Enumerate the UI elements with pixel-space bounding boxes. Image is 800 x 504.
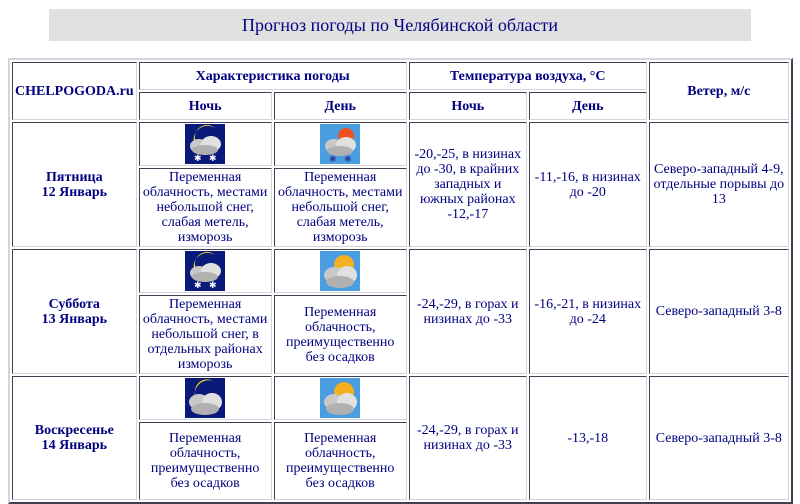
- svg-text:✱: ✱: [209, 280, 217, 290]
- svg-text:✱: ✱: [194, 280, 202, 290]
- moon-cloud-snow-icon: [185, 136, 225, 163]
- header-weather: Характеристика погоды: [139, 62, 407, 90]
- header-row: [12, 62, 789, 90]
- forecast-table: [8, 58, 793, 504]
- night-icon-cell: [139, 376, 272, 420]
- svg-text:✱: ✱: [344, 154, 352, 164]
- day-description: Переменная облачность, местами небольшой снег, слабая метель, изморозь: [274, 168, 407, 247]
- wind: Северо-западный 4-9, отдельные порывы до 13: [649, 122, 789, 247]
- header-wind: Ветер, м/с: [649, 62, 789, 120]
- day-cell: [12, 249, 137, 374]
- weekday: Воскресенье: [34, 423, 114, 438]
- sun-cloud-snow-icon: [320, 136, 360, 164]
- night-icon-cell: [139, 122, 272, 166]
- day-description: Переменная облачность, преимущественно без осадков: [274, 295, 407, 374]
- sun-cloud-icon: [320, 263, 360, 278]
- subheader-weather-night: Ночь: [139, 92, 272, 120]
- temp-day: -11,-16, в низинах до -20: [529, 122, 647, 247]
- date: 13 Январь: [41, 311, 108, 327]
- day-icon-cell: [274, 249, 407, 293]
- wind: Северо-западный 3-8: [649, 376, 789, 500]
- weekday: Пятница: [46, 169, 103, 185]
- svg-text:✱: ✱: [194, 153, 202, 163]
- forecast-row: [12, 249, 789, 293]
- forecast-row: [12, 376, 789, 420]
- site-label: CHELPOGODA.ru: [12, 62, 137, 120]
- temp-night: -24,-29, в горах и низинах до -33: [409, 376, 527, 500]
- night-description: Переменная облачность, местами небольшой снег, в отдельных районах изморозь: [139, 295, 272, 374]
- header-temperature: Температура воздуха, °C: [409, 62, 647, 90]
- date: 12 Январь: [41, 184, 108, 200]
- forecast-row: [12, 122, 789, 166]
- night-description: Переменная облачность, местами небольшой снег, слабая метель, изморозь: [139, 168, 272, 247]
- weekday: Суббота: [48, 296, 100, 312]
- date: 14 Январь: [41, 438, 108, 453]
- day-cell: [12, 122, 137, 247]
- subheader-temp-night: Ночь: [409, 92, 527, 120]
- night-icon-cell: [139, 249, 272, 293]
- temp-day: -13,-18: [529, 376, 647, 500]
- temp-night: -20,-25, в низинах до -30, в крайних западных и южных районах -12,-17: [409, 122, 527, 247]
- temp-night: -24,-29, в горах и низинах до -33: [409, 249, 527, 374]
- day-icon-cell: [274, 122, 407, 166]
- moon-cloud-icon: [185, 390, 225, 405]
- forecast-table-wrapper: [8, 58, 793, 504]
- sun-cloud-icon: [320, 390, 360, 405]
- page-title: Прогноз погоды по Челябинской области: [49, 9, 751, 41]
- temp-day: -16,-21, в низинах до -24: [529, 249, 647, 374]
- day-description: Переменная облачность, преимущественно без осадков: [274, 422, 407, 500]
- moon-cloud-snow-icon: [185, 263, 225, 290]
- day-icon-cell: [274, 376, 407, 420]
- svg-text:✱: ✱: [209, 153, 217, 163]
- svg-text:✱: ✱: [329, 154, 337, 164]
- day-cell: [12, 376, 137, 500]
- wind: Северо-западный 3-8: [649, 249, 789, 374]
- subheader-weather-day: День: [274, 92, 407, 120]
- night-description: Переменная облачность, преимущественно без осадков: [139, 422, 272, 500]
- subheader-temp-day: День: [529, 92, 647, 120]
